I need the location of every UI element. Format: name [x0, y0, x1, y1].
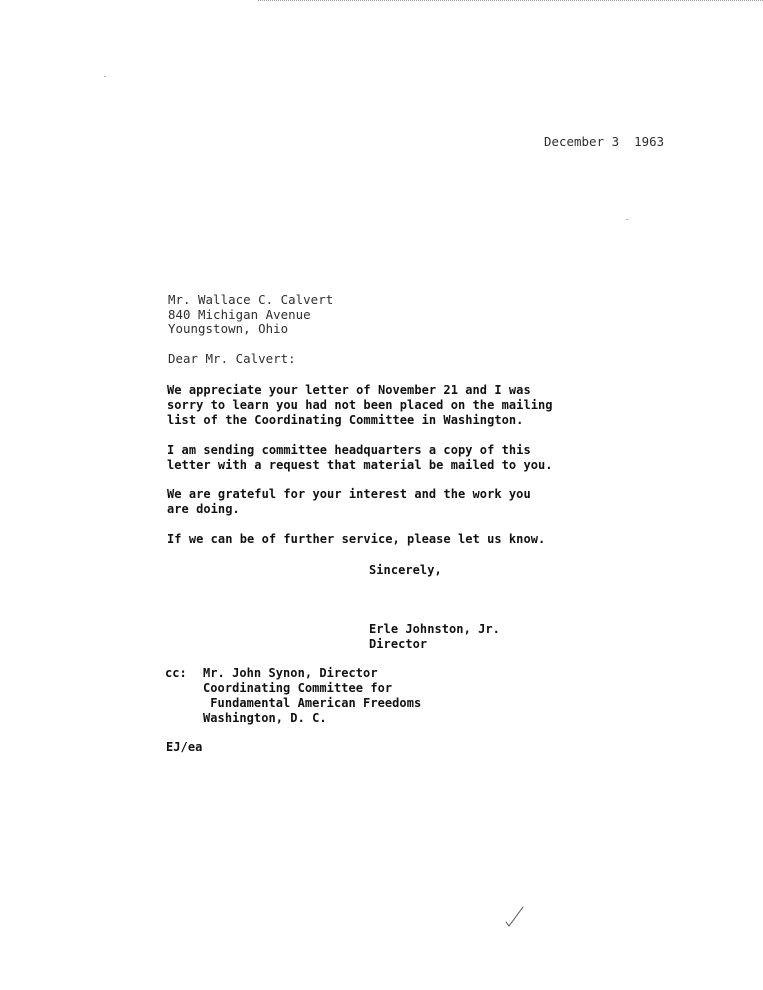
pencil-checkmark-icon — [504, 905, 526, 929]
body-line: sorry to learn you had not been placed on the mailing — [167, 398, 553, 412]
recipient-name: Mr. Wallace C. Calvert — [168, 292, 334, 307]
recipient-city: Youngstown, Ohio — [168, 321, 289, 336]
typist-initials: EJ/ea — [166, 740, 203, 754]
paper-speck — [626, 219, 628, 220]
cc-label: cc: — [165, 666, 187, 680]
body-line: I am sending committee headquarters a copy of this — [167, 443, 531, 457]
body-line: If we can be of further service, please let us know. — [167, 532, 546, 546]
salutation: Dear Mr. Calvert: — [168, 351, 296, 366]
cc-line: Fundamental American Freedoms — [203, 696, 422, 710]
body-line: letter with a request that material be mailed to you. — [167, 458, 553, 472]
paper-speck — [104, 76, 106, 77]
signer-name: Erle Johnston, Jr. — [369, 622, 500, 636]
body-line: We appreciate your letter of November 21 and I was — [167, 383, 531, 397]
signer-title: Director — [369, 637, 428, 651]
recipient-street: 840 Michigan Avenue — [168, 307, 311, 322]
closing: Sincerely, — [369, 563, 442, 577]
letter-date: December 3 1963 — [544, 134, 665, 149]
top-dotted-edge — [258, 0, 763, 1]
cc-line: Mr. John Synon, Director — [203, 666, 378, 680]
body-line: are doing. — [167, 502, 240, 516]
cc-line: Washington, D. C. — [203, 711, 327, 725]
body-line: We are grateful for your interest and the work you — [167, 487, 531, 501]
cc-line: Coordinating Committee for — [203, 681, 393, 695]
body-line: list of the Coordinating Committee in Washington. — [167, 413, 524, 427]
